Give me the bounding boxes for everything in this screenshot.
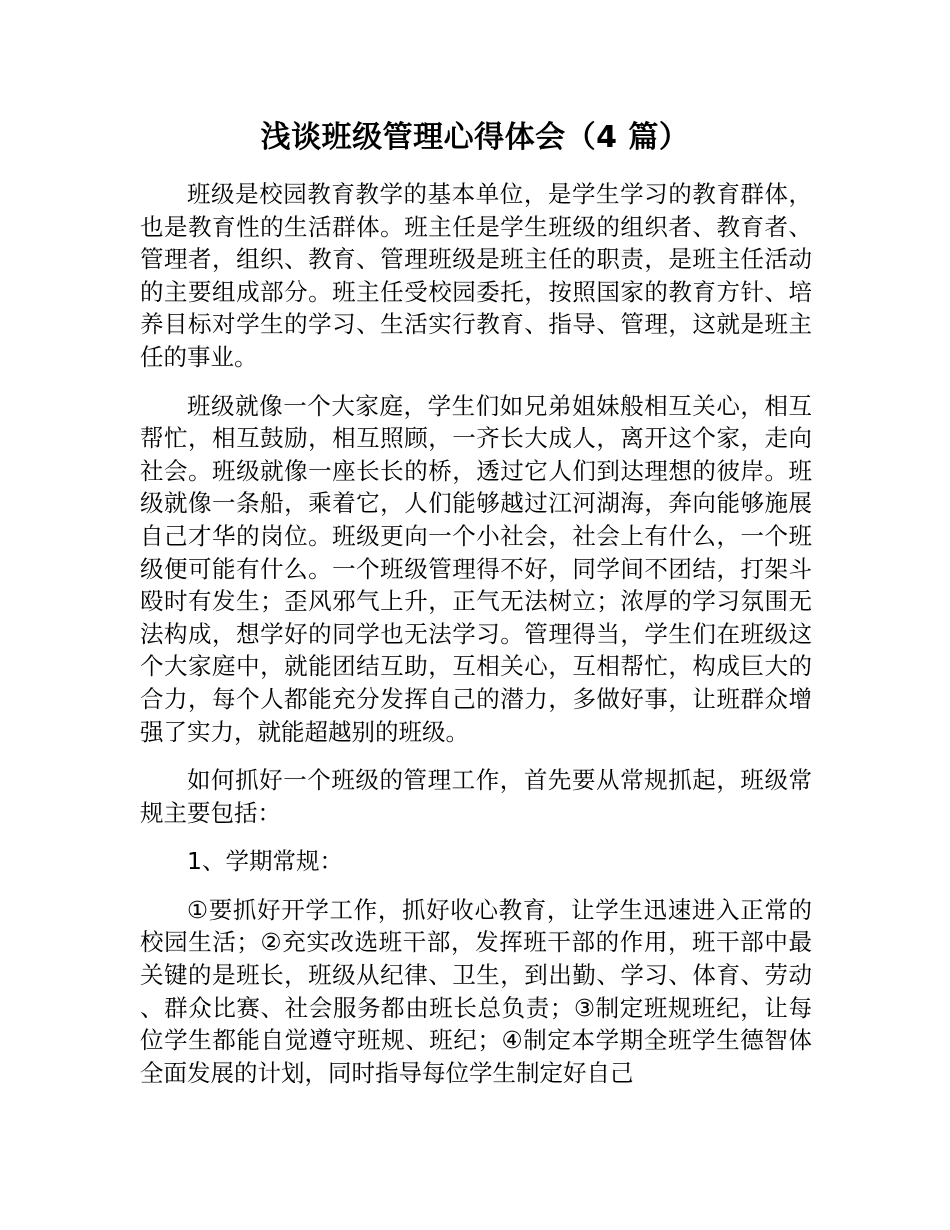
section-heading-semester-routine: 1、学期常规： bbox=[187, 847, 343, 876]
document-body bbox=[140, 178, 812, 1105]
paragraph-class-family: 班级就像一个大家庭，学生们如兄弟姐妹般相互关心，相互帮忙，相互鼓励，相互照顾，一齐长大成人，离开这个家，走向社会。班级就像一座长长的桥，透过它人们到达理想的彼岸。班级就像一条船，乘着它，人们能够越过江河湖海，奔向能够施展自己才华的岗位。班级更向一个小社会，社会上有什么，一个班级便可能有什么。一个班级管理得不好，同学间不团结，打架斗殴时有发生；歪风邪气上升，正气无法树立；浓厚的学习氛围无法构成，想学好的同学也无法学习。管理得当，学生们在班级这个大家庭中，就能团结互助，互相关心，互相帮忙，构成巨大的合力，每个人都能充分发挥自己的潜力，多做好事，让班群众增强了实力，就能超越别的班级。 bbox=[140, 391, 812, 746]
paragraph-routine-intro: 如何抓好一个班级的管理工作，首先要从常规抓起，班级常规主要包括： bbox=[140, 766, 812, 827]
document-title: 浅谈班级管理心得体会（4 篇） bbox=[260, 120, 690, 155]
paragraph-intro: 班级是校园教育教学的基本单位，是学生学习的教育群体，也是教育性的生活群体。班主任是学生班级的组织者、教育者、管理者，组织、教育、管理班级是班主任的职责，是班主任活动的主要组成部分。班主任受校园委托，按照国家的教育方针、培养目标对学生的学习、生活实行教育、指导、管理，这就是班主任的事业。 bbox=[140, 180, 812, 371]
paragraph-semester-items: ①要抓好开学工作，抓好收心教育，让学生迅速进入正常的校园生活；②充实改选班干部，发挥班干部的作用，班干部中最关键的是班长，班级从纪律、卫生，到出勤、学习、体育、劳动、群众比赛、社会服务都由班长总负责；③制定班规班纪，让每位学生都能自觉遵守班规、班纪；④制定本学期全班学生德智体全面发展的计划，同时指导每位学生制定好自己 bbox=[140, 895, 812, 1087]
